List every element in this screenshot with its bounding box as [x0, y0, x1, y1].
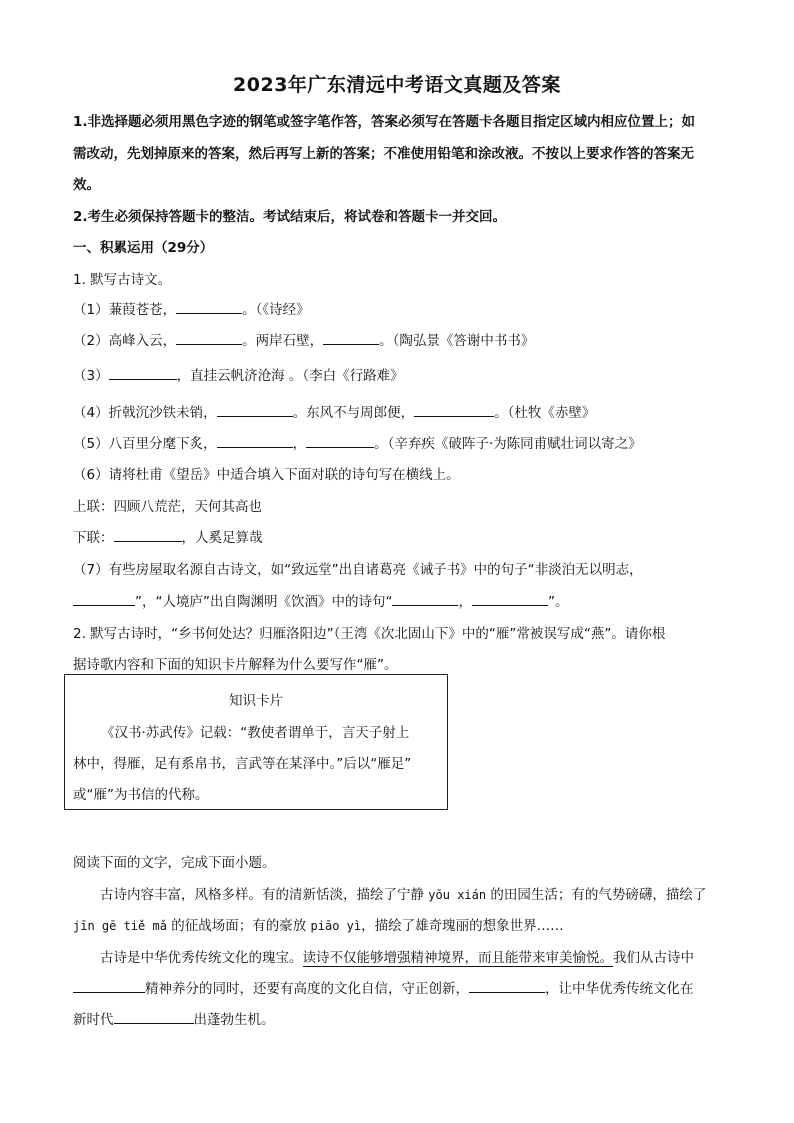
section-heading: 一、积累运用（29分） [73, 240, 214, 256]
answer-blank[interactable] [217, 404, 293, 417]
question-1-item-3: （3） ，直挂云帆济沧海 。（李白《行路难》 [73, 368, 404, 384]
couplet-lower: 下联： ，人奚足算哉 [73, 530, 263, 546]
reading-paragraph-2-end: 新时代 出蓬勃生机。 [73, 1012, 275, 1028]
answer-blank[interactable] [472, 593, 548, 606]
answer-blank[interactable] [114, 1011, 194, 1024]
answer-blank[interactable] [217, 435, 293, 448]
answer-blank[interactable] [392, 593, 458, 606]
knowledge-card [64, 674, 448, 810]
couplet-upper: 上联：四顾八荒茫，天何其高也 [73, 499, 262, 515]
answer-blank[interactable] [109, 367, 177, 380]
underlined-sentence: 读诗不仅能够增强精神境界，而且能带来审美愉悦。 [302, 950, 613, 966]
pinyin: yōu xián [428, 888, 487, 902]
reading-paragraph-1-cont: jīn gē tiě mǎ 的征战场面；有的豪放 piāo yì，描绘了雄奇瑰丽的想象世界…… [73, 918, 564, 934]
instruction-line: 需改动，先划掉原来的答案，然后再写上新的答案；不准使用铅笔和涂改液。不按以上要求作答的答案无 [73, 146, 694, 162]
card-line: 《汉书·苏武传》记载：“教使者谓单于，言天子射上 [101, 725, 410, 741]
answer-blank[interactable] [73, 593, 135, 606]
answer-blank[interactable] [469, 980, 545, 993]
card-line: 林中，得雁，足有系帛书，言武等在某泽中。”后以“雁足” [73, 756, 412, 772]
page-title: 2023年广东清远中考语文真题及答案 [233, 74, 561, 96]
question-1-item-4: （4）折戟沉沙铁未销， 。东风不与周郎便， 。（杜牧《赤壁》 [73, 405, 596, 421]
question-1-item-1: （1）蒹葭苍苍， 。（《诗经》 [73, 302, 310, 318]
reading-intro: 阅读下面的文字，完成下面小题。 [73, 855, 276, 871]
reading-paragraph-2: 古诗是中华优秀传统文化的瑰宝。读诗不仅能够增强精神境界，而且能带来审美愉悦。我们从古诗中 [100, 950, 694, 966]
question-1-item-6: （6）请将杜甫《望岳》中适合填入下面对联的诗句写在横线上。 [73, 467, 460, 483]
answer-blank[interactable] [323, 332, 379, 345]
card-line: 或“雁”为书信的代称。 [73, 787, 209, 803]
question-2-line: 据诗歌内容和下面的知识卡片解释为什么要写作“雁”。 [73, 657, 398, 673]
question-1-stem: 1. 默写古诗文。 [73, 272, 172, 288]
answer-blank[interactable] [306, 435, 374, 448]
instruction-line: 2.考生必须保持答题卡的整洁。考试结束后，将试卷和答题卡一并交回。 [73, 209, 507, 225]
question-1-item-5: （5）八百里分麾下炙， ， 。（辛弃疾《破阵子·为陈同甫赋壮词以寄之》 [73, 436, 642, 452]
reading-paragraph-2-cont: 精神养分的同时，还要有高度的文化自信，守正创新， ，让中华优秀传统文化在 [73, 977, 694, 997]
answer-blank[interactable] [414, 404, 494, 417]
instruction-line: 效。 [73, 177, 100, 193]
answer-blank[interactable] [114, 529, 182, 542]
answer-blank[interactable] [176, 332, 242, 345]
instruction-line: 1.非选择题必须用黑色字迹的钢笔或签字笔作答，答案必须写在答题卡各题目指定区域内相应位置上；如 [73, 114, 696, 130]
question-1-item-7-cont: ”，“人境庐”出自陶渊明《饮酒》中的诗句“ ， ”。 [73, 590, 568, 610]
question-1-item-2: （2）高峰入云， 。两岸石壁， 。（陶弘景《答谢中书书》 [73, 333, 535, 349]
question-2-line: 2. 默写古诗时，“乡书何处达？归雁洛阳边”（王湾《次北固山下》中的“雁”常被误写成“燕”。请你根 [73, 626, 666, 642]
card-title: 知识卡片 [229, 693, 283, 709]
question-1-item-7: （7）有些房屋取名源自古诗文，如“致远堂”出自诸葛亮《诫子书》中的句子“非淡泊无以明志， [73, 562, 643, 578]
pinyin: piāo yì [310, 919, 362, 933]
pinyin: jīn gē tiě mǎ [73, 919, 167, 933]
answer-blank[interactable] [176, 301, 242, 314]
reading-paragraph-1: 古诗内容丰富，风格多样。有的清新恬淡，描绘了宁静 yōu xián 的田园生活；有的气势磅礴，描绘了 [100, 887, 707, 903]
answer-blank[interactable] [73, 980, 145, 993]
